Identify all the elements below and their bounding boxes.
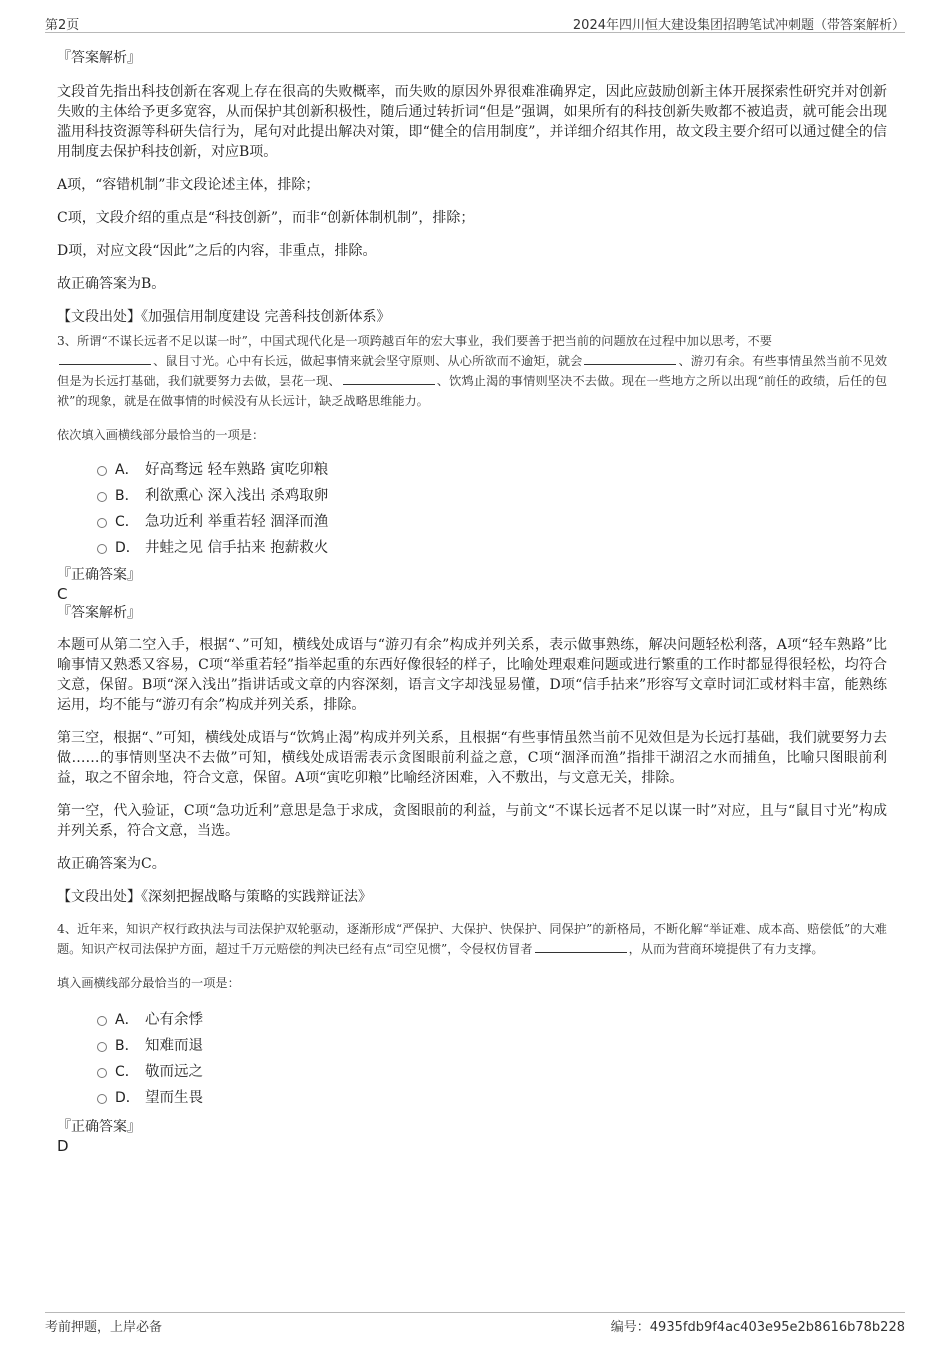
document-title: 2024年四川恒大建设集团招聘笔试冲刺题（带答案解析） [572,18,905,33]
analysis-paragraph: 文段首先指出科技创新在客观上存在很高的失败概率，而失败的原因外界很难准确界定，因此应鼓励创新主体开展探索性研究并对创新失败的主体给予更多宽容，从而保护其创新积极性，随后通过转折词“但是”强调，如果所有的科技创新失败都不被追责，就可能会出现滥用科技资源等科研失信行为，尾句对此提出解决对策，即“健全的信用制度”，并详细介绍其作用，故文段主要介绍可以通过健全的信用制度去保护科技创新，对应B项。 [57,84,887,160]
fill-blank [343,372,435,385]
analysis-option-c: C项，文段介绍的重点是“科技创新”，而非“创新体制机制”，排除； [57,210,475,226]
fill-blank [535,940,627,953]
analysis-paragraph: 第一空，代入验证，C项“急功近利”意思是急于求成，贪图眼前的利益，与前文“不谋长远者不足以谋一时”对应，且与“鼠目寸光”构成并列关系，符合文意，当选。 [57,803,887,839]
answer-analysis-label: 『答案解析』 [57,605,141,621]
analysis-option-d: D项，对应文段“因此”之后的内容，非重点，排除。 [57,243,377,259]
option-d[interactable]: D． 井蛙之见 信手拈来 抱薪救火 [57,535,887,561]
radio-icon[interactable] [97,544,107,554]
analysis-option-a: A项，“容错机制”非文段论述主体，排除； [57,177,320,193]
option-b[interactable]: B． 利欲熏心 深入浅出 杀鸡取卵 [57,483,887,509]
option-c[interactable]: C． 敬而远之 [57,1059,887,1085]
analysis-conclusion: 故正确答案为B。 [57,276,166,292]
option-c[interactable]: C． 急功近利 举重若轻 涸泽而渔 [57,509,887,535]
radio-icon[interactable] [97,1016,107,1026]
source-citation: 【文段出处】《加强信用制度建设 完善科技创新体系》 [57,309,391,325]
question-stem: 4、近年来，知识产权行政执法与司法保护双轮驱动，逐渐形成“严保护、大保护、快保护、同保护”的新格局，不断化解“举证难、成本高、赔偿低”的大难题。知识产权司法保护方面，超过千万元赔偿的判决已经有点“司空见惯”，令侵权仿冒者 ，从而为营商环境提供了有力支撑。 [57,922,887,956]
page-number: 第2页 [45,18,80,33]
radio-icon[interactable] [97,466,107,476]
fill-blank [584,352,676,365]
radio-icon[interactable] [97,1094,107,1104]
question-instruction: 依次填入画横线部分最恰当的一项是： [57,428,265,442]
page-header [45,14,905,33]
radio-icon[interactable] [97,492,107,502]
analysis-paragraph: 本题可从第二空入手，根据“、”可知，横线处成语与“游刃有余”构成并列关系，表示做事熟练，解决问题轻松利落，A项“轻车熟路”比喻事情又熟悉又容易，C项“举重若轻”指举起重的东西好像很轻的样子，比喻处理艰难问题或进行繁重的工作时都显得很轻松，均符合文意，保留。B项“深入浅出”指讲话或文章的内容深刻，语言文字却浅显易懂，D项“信手拈来”形容写文章时词汇或材料丰富，能熟练运用，均不能与“游刃有余”构成并列关系，排除。 [57,637,887,713]
page-content [57,48,887,1155]
option-b[interactable]: B． 知难而退 [57,1033,887,1059]
page-footer [45,1312,905,1336]
radio-icon[interactable] [97,1042,107,1052]
question-stem: 3、所谓“不谋长远者不足以谋一时”，中国式现代化是一项跨越百年的宏大事业，我们要善于把当前的问题放在过程中加以思考，不要 、鼠目寸光。心中有长远，做起事情来就会坚守原则、从心所欲而不逾矩，就会 、游刃有余。有些事情虽然当前不见效但是为长远打基础，我们就要努力去做，昙花一现、 、饮鸩止渴的事情则坚决不去做。现在一些地方之所以出现“前任的政绩，后任的包袱”的现象，就是在做事情的时候没有从长远计，缺乏战略思维能力。 [57,334,888,408]
option-list [57,457,887,561]
fill-blank [59,352,151,365]
correct-answer-label: 『正确答案』 [57,1119,141,1135]
analysis-conclusion: 故正确答案为C。 [57,856,166,872]
correct-answer: D [57,1137,69,1155]
correct-answer-label: 『正确答案』 [57,567,141,583]
footer-slogan: 考前押题，上岸必备 [45,1320,163,1335]
radio-icon[interactable] [97,1068,107,1078]
option-a[interactable]: A． 好高骛远 轻车熟路 寅吃卯粮 [57,457,887,483]
answer-analysis-label: 『答案解析』 [57,50,141,66]
option-a[interactable]: A． 心有余悸 [57,1007,887,1033]
radio-icon[interactable] [97,518,107,528]
correct-answer: C [57,585,68,603]
question-instruction: 填入画横线部分最恰当的一项是： [57,976,240,990]
analysis-paragraph: 第三空，根据“、”可知，横线处成语与“饮鸩止渴”构成并列关系，且根据“有些事情虽然当前不见效但是为长远打基础，我们就要努力去做……的事情则坚决不去做”可知，横线处成语需表示贪图眼前利益之意，C项“涸泽而渔”指排干湖沼之水而捕鱼，比喻只图眼前利益，取之不留余地，符合文意，保留。A项“寅吃卯粮”比喻经济困难，入不敷出，与文意无关，排除。 [57,730,887,786]
option-list [57,1007,887,1111]
option-d[interactable]: D． 望而生畏 [57,1085,887,1111]
document-id: 编号：4935fdb9f4ac403e95e2b8616b78b228 [610,1320,905,1335]
source-citation: 【文段出处】《深刻把握战略与策略的实践辩证法》 [57,889,372,905]
